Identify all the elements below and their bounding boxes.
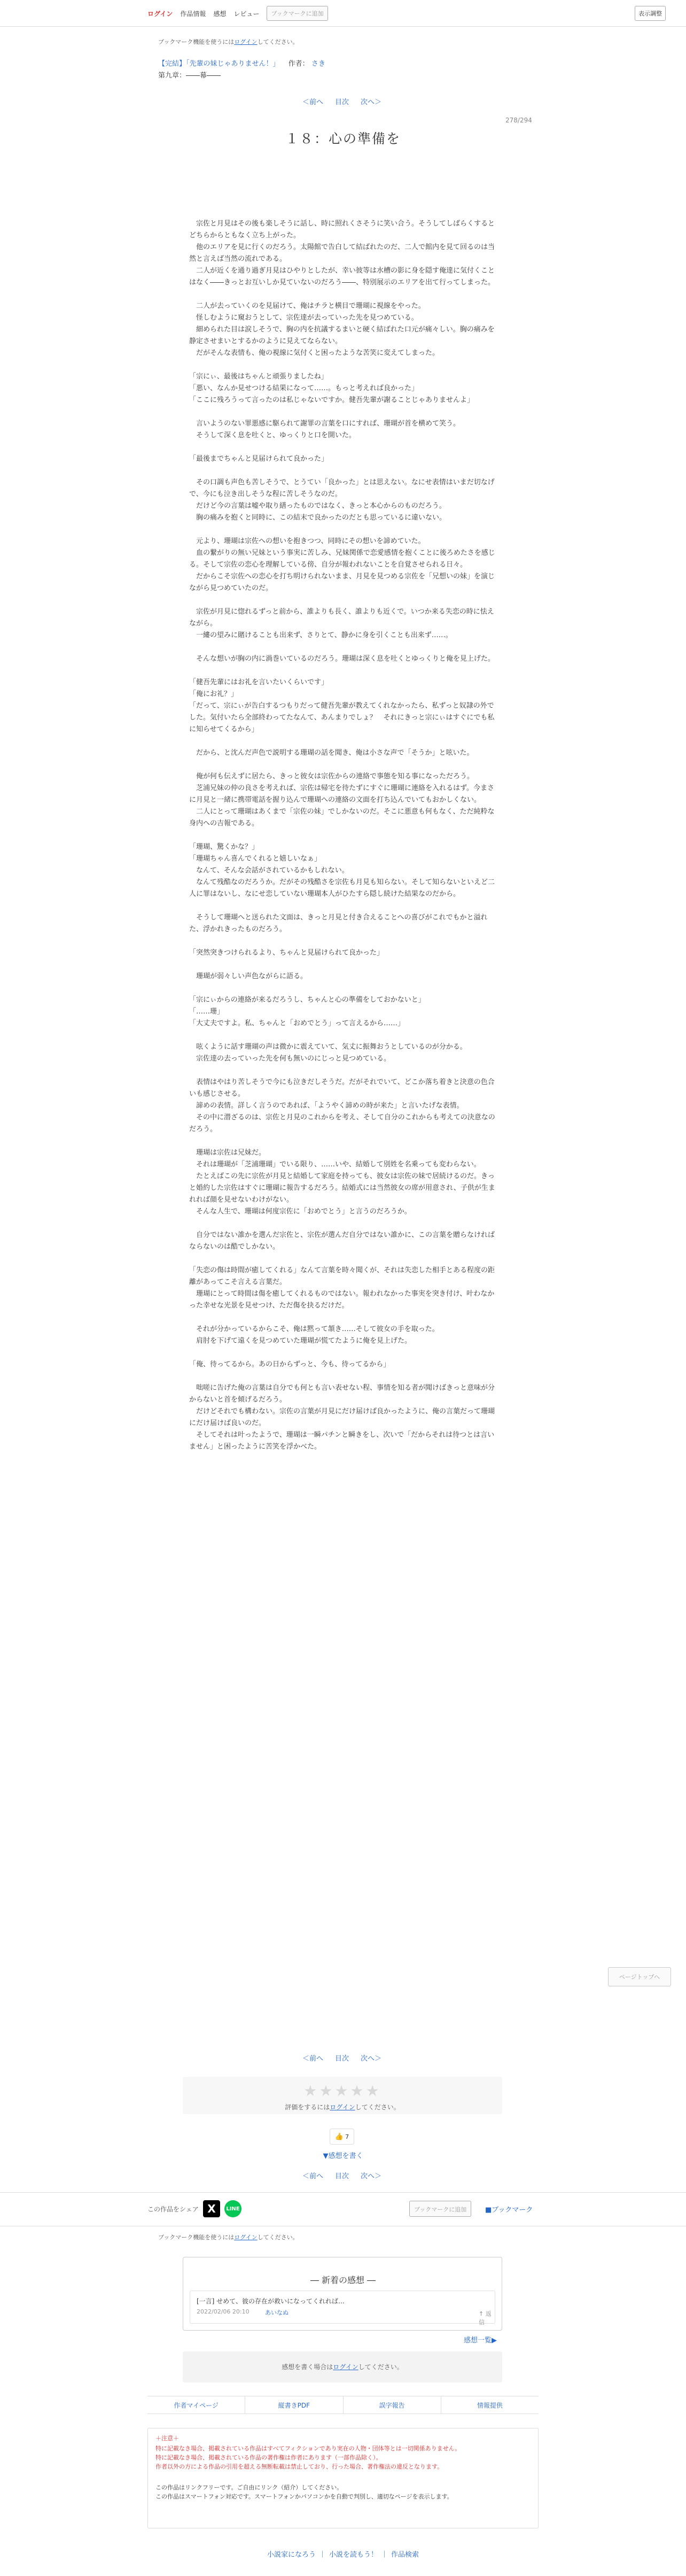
login-note-post-bottom: してください。 xyxy=(257,2234,299,2241)
body-paragraph: 二人が去っていくのを見届けて、俺はチラと横目で珊瑚に視線をやった。 xyxy=(189,302,425,310)
bookmark-link[interactable]: ■ブックマーク xyxy=(485,2206,533,2214)
kansou-item xyxy=(190,2291,495,2324)
next-link-bottom[interactable]: 次へ＞ xyxy=(361,2055,382,2063)
body-paragraph: 「突然突きつけられるより、ちゃんと見届けられて良かった」 xyxy=(189,949,384,957)
body-paragraph xyxy=(189,935,497,947)
prev-link-bottom-2[interactable]: ＜前へ xyxy=(302,2172,324,2180)
rating-login-link[interactable]: ログイン xyxy=(330,2103,355,2111)
body-paragraph: 一縷の望みに賭けることも出来ず、さりとて、静かに身を引くことも出来ず……。 xyxy=(189,631,453,639)
body-paragraph: だけどそれでも構わない。宗佐の言葉が月見にだけ届けば良かったように、俺の言葉だって珊瑚にだけ届けば良いのだ。 xyxy=(189,1407,495,1427)
body-paragraph xyxy=(189,406,497,418)
body-paragraph: 芝浦兄妹の仲の良さを考えれば、宗佐は帰宅を待たずにすぐに珊瑚に連絡を入れるはず。今まさに月見と一緒に携帯電話を握り込んで珊瑚への連絡の文面を打ち込んでいてもおかしくない。 xyxy=(189,784,494,804)
body-paragraph: 二人が近くを通り過ぎ月見はひやりとしたが、幸い彼等は水槽の影に身を隠す俺達に気付くことはなく――きっとお互いしか見ていないのだろう――、特別展示のエリアを出て行ってしまった。 xyxy=(189,267,495,287)
body-paragraph xyxy=(189,465,497,477)
author-link[interactable]: さき xyxy=(311,60,325,68)
body-paragraph: 「珊瑚ちゃん喜んでくれると嬉しいなぁ」 xyxy=(189,855,322,863)
notice-box xyxy=(147,2428,539,2528)
body-paragraph: 表情はやはり苦しそうで今にも泣きだしそうだ。だがそれでいて、どこか落ち着きと決意の色合いも感じさせる。 xyxy=(189,1078,495,1098)
nav-kansou[interactable]: 感想 xyxy=(213,10,227,18)
bookmark-add-button[interactable]: ブックマークに追加 xyxy=(267,6,328,21)
index-link[interactable]: 目次 xyxy=(335,98,349,106)
x-share-icon[interactable]: X xyxy=(203,2200,220,2217)
login-note-bottom xyxy=(158,2233,299,2241)
body-paragraph: 「宗にぃからの連絡が来るだろうし、ちゃんと心の準備をしておかないと」 xyxy=(189,996,425,1004)
body-paragraph xyxy=(189,759,497,771)
body-paragraph xyxy=(189,641,497,653)
body-paragraph: 珊瑚は宗佐は兄妹だ。 xyxy=(189,1149,266,1157)
pager-bottom xyxy=(302,2053,381,2063)
pager-top xyxy=(302,96,381,106)
body-paragraph xyxy=(189,1253,497,1265)
body-paragraph xyxy=(189,665,497,677)
body-paragraph: 「……珊」 xyxy=(189,1008,224,1016)
like-button[interactable] xyxy=(330,2129,354,2145)
kansou-reply-link[interactable]: ↑ 返信 xyxy=(479,2310,492,2326)
body-paragraph: 諦めの表情。詳しく言うのであれば、「ようやく諦めの時が来た」と言いたげな表情。 xyxy=(189,1102,464,1110)
body-paragraph: なんて、そんな会話がされているかもしれない。 xyxy=(189,867,349,875)
body-paragraph: だから、と沈んだ声色で説明する珊瑚の話を聞き、俺は小さな声で「そうか」と呟いた。 xyxy=(189,749,474,757)
body-paragraph: 咄嗟に告げた俺の言葉は自分でも何とも言い表せない程、事情を知る者が聞けばきっと意味が分からないと首を傾げるだろう。 xyxy=(189,1384,495,1404)
novel-body xyxy=(189,206,497,1453)
body-paragraph: 「悪い、なんか見せつける結果になって……。もっと考えれば良かった」 xyxy=(189,384,419,392)
rating-note xyxy=(183,2102,502,2111)
body-paragraph xyxy=(189,830,497,841)
login-link[interactable]: ログイン xyxy=(147,10,173,18)
body-paragraph: 自分ではない誰かを選んだ宗佐と、宗佐が選んだ自分ではない誰かに、この言葉を贈らなければならないのは酷でしかない。 xyxy=(189,1231,495,1251)
body-paragraph: 宗佐達の去っていった先を何も無いのにじっと見つめている。 xyxy=(189,1055,391,1063)
login-note-pre: ブックマーク機能を使うには xyxy=(158,38,235,45)
body-paragraph: 宗佐と月見はその後も楽しそうに話し、時に照れくさそうに笑い合う。そうしてしばらくするとどちらからともなく立ち上がった。 xyxy=(189,220,495,239)
login-note-link-bottom[interactable]: ログイン xyxy=(234,2234,258,2241)
body-paragraph xyxy=(189,736,497,747)
nav-review[interactable]: レビュー xyxy=(233,10,260,18)
body-paragraph: だがそんな表情も、俺の視線に気付くと困ったような苦笑に変えてしまった。 xyxy=(189,349,440,357)
body-paragraph: 呟くように話す珊瑚の声は微かに震えていて、気丈に振舞おうとしているのが分かる。 xyxy=(189,1043,467,1051)
body-paragraph xyxy=(189,1065,497,1077)
login-note-post: してください。 xyxy=(257,38,299,45)
body-paragraph: 「俺にお礼？」 xyxy=(189,690,238,698)
kansou-user-link[interactable]: あいなぬ xyxy=(265,2309,289,2316)
series-title-row xyxy=(158,58,325,68)
footer-link-narou[interactable]: 小説家になろう xyxy=(267,2551,316,2559)
episode-count: 278/294 xyxy=(505,117,532,124)
bookmark-add-button-bottom[interactable]: ブックマークに追加 xyxy=(409,2201,471,2217)
body-paragraph: なんて残酷なのだろうか。だがその残酷さを宗佐も月見も知らない。そして知らないといえど二人に罪はないし、なにせ恋していない珊瑚本人がひたすら隠し続けた結果なのだから。 xyxy=(189,878,495,898)
body-paragraph xyxy=(189,289,497,300)
rating-stars[interactable]: ★★★★★ xyxy=(303,2082,381,2100)
index-link-bottom[interactable]: 目次 xyxy=(335,2055,349,2063)
body-paragraph: その中に潜ざるのは、宗佐と月見のこれからを考え、そして自分のこれからも考えての決意なのだろう。 xyxy=(189,1113,495,1133)
body-paragraph: そんな人生で、珊瑚は何度宗佐に「おめでとう」と言うのだろうか。 xyxy=(189,1208,411,1216)
footer-link-search[interactable]: 作品検索 xyxy=(391,2551,419,2559)
view-setting-button[interactable]: 表示調整 xyxy=(635,6,666,21)
prev-link[interactable]: ＜前へ xyxy=(302,98,324,106)
top-nav xyxy=(147,5,328,22)
body-paragraph: 宗佐が月見に惚れるずっと前から、誰よりも長く、誰よりも近くで。いつか来る失恋の時に怯えながら。 xyxy=(189,608,494,628)
kansou-login-box xyxy=(183,2351,502,2382)
kansou-list-link[interactable]: 感想一覧▶ xyxy=(464,2337,497,2345)
rating-box xyxy=(183,2077,502,2114)
notice-line: 作者以外の方による作品の引用を超える無断転載は禁止しており、行った場合、著作権法の違反となります。 xyxy=(155,2463,443,2470)
body-paragraph xyxy=(189,900,497,912)
kansou-date: 2022/02/06 20:10 xyxy=(197,2308,250,2315)
write-kansou-link[interactable]: ▼感想を書く xyxy=(323,2152,363,2160)
series-title-link[interactable]: 【完結】「先輩の妹じゃありません！」 xyxy=(158,60,280,68)
body-paragraph xyxy=(189,524,497,536)
vertical-pdf-link[interactable]: 縦書きPDF xyxy=(245,2396,343,2413)
body-paragraph: 「ここに残ろうって言ったのは私じゃないですか。健吾先輩が謝ることじゃありませんよ」 xyxy=(189,396,474,404)
body-paragraph: それが分かっているからこそ、俺は黙って頷き……そして彼女の手を取った。 xyxy=(189,1325,439,1333)
episode-title: １８：心の準備を xyxy=(285,131,401,146)
nav-works[interactable]: 作品情報 xyxy=(180,10,206,18)
index-link-bottom-2[interactable]: 目次 xyxy=(335,2172,349,2180)
body-paragraph: 血の繋がりの無い兄妹という事実に苦しみ、兄妹関係で恋愛感情を抱くことに後ろめたさを感じる。そして宗佐の恋心を理解している傍、自分が報われないことを自覚させられる日々。 xyxy=(189,549,495,569)
share-row xyxy=(0,2192,686,2226)
pager-bottom-2 xyxy=(302,2170,381,2180)
body-paragraph xyxy=(189,983,497,994)
footer-link-yomou[interactable]: 小説を読もう！ xyxy=(329,2551,378,2559)
body-paragraph xyxy=(189,1371,497,1382)
notice-smartphone: この作品はスマートフォン対応です。スマートフォンかパソコンかを自動で判別し、適切なページを表示します。 xyxy=(155,2493,453,2500)
login-note xyxy=(158,37,299,46)
body-paragraph: 言いようのない罪悪感に駆られて謝罪の言葉を口にすれば、珊瑚が首を横めて笑う。 xyxy=(189,420,461,428)
body-paragraph: その口調も声色も苦しそうで、とうてい「良かった」とは思えない。なにせ表情はいまだ切なげで、今にも泣き出しそうな程に苦しそうなのだ。 xyxy=(189,478,495,498)
body-paragraph: 二人にとって珊瑚はあくまで「宗佐の妹」でしかないのだ。そこに悪意も何もなく、ただ純粋な身内への吉報である。 xyxy=(189,808,495,827)
body-paragraph: それは珊瑚が「芝浦珊瑚」でいる限り、……いや、結婚して別姓を名乗っても変わらない。 xyxy=(189,1161,481,1169)
body-paragraph: 「珊瑚、驚くかな？」 xyxy=(189,843,259,851)
info-provide-link[interactable]: 情報提供 xyxy=(477,2402,503,2409)
body-paragraph: だけど今の言葉は嘘や取り繕ったものではなく、きっと本心からのものだろう。 xyxy=(189,502,446,510)
kansou-login-pre: 感想を書く場合は xyxy=(282,2363,333,2371)
body-paragraph xyxy=(189,206,497,218)
body-paragraph xyxy=(189,1218,497,1229)
body-paragraph xyxy=(189,1135,497,1147)
notice-line: 特に記載なき場合、掲載されている作品の著作権は作者にあります（一部作品除く）。 xyxy=(155,2454,382,2461)
body-paragraph: 「健吾先輩にはお礼を言いたいくらいです」 xyxy=(189,678,329,686)
body-paragraph: 肩肘を下げて遠くを見つめていた珊瑚が慌てたように俺を見上げた。 xyxy=(189,1337,412,1345)
body-paragraph: そんな想いが胸の内に渦巻いているのだろう。珊瑚は深く息を吐くとゆっくりと俺を見上げた。 xyxy=(189,655,495,663)
body-paragraph xyxy=(189,442,497,453)
top-bar xyxy=(0,0,686,27)
kansou-login-link[interactable]: ログイン xyxy=(333,2363,358,2371)
login-note-link[interactable]: ログイン xyxy=(234,38,258,45)
body-paragraph: 「最後までちゃんと見届けられて良かった」 xyxy=(189,455,329,463)
body-paragraph: 「宗にぃ、最後はちゃんと頑張りましたね」 xyxy=(189,373,328,381)
thumbs-up-icon: 👍 xyxy=(334,2132,344,2141)
body-paragraph xyxy=(189,594,497,606)
share-label: この作品をシェア xyxy=(147,2206,199,2213)
body-paragraph: 「大丈夫ですよ。私、ちゃんと「おめでとう」って言えるから……」 xyxy=(189,1019,405,1027)
author-mypage-link[interactable]: 作者マイページ xyxy=(147,2396,245,2413)
rating-note-pre: 評価をするには xyxy=(285,2103,330,2111)
kansou-text: [一言] せめて、彼の存在が救いになってくれれば… xyxy=(197,2297,345,2305)
kansou-box xyxy=(183,2257,502,2331)
body-paragraph: 細められた目は涙しそうで、胸の内を抗議するまいと硬く結ばれた口元が痛々しい。胸の痛みを静定させまいとするかのように見えてならない。 xyxy=(189,326,495,345)
like-count: 7 xyxy=(345,2133,349,2140)
body-paragraph: 珊瑚が弱々しい声色ながらに語る。 xyxy=(189,972,308,980)
rating-note-post: してください。 xyxy=(355,2103,400,2111)
body-paragraph: 胸の痛みを抱くと同時に、この結末で良かったのだとも思っているに違いない。 xyxy=(189,514,447,522)
body-paragraph xyxy=(189,1030,497,1041)
chapter-label: 第九章：――幕―― xyxy=(158,72,221,80)
body-paragraph xyxy=(189,1312,497,1324)
info-links-row xyxy=(147,2396,539,2414)
body-paragraph: たとえばこの先に宗佐が月見と結婚して家庭を持っても、彼女は宗佐の妹で居続けるのだ。きっと婚約した宗佐はすぐに珊瑚に報告するだろう。結婚式には当然彼女の席が用意され、子供が生まれれば顔を見せないわけがない。 xyxy=(189,1172,495,1204)
body-paragraph: そしてそれは叶ったようで、珊瑚は一瞬パチンと瞬きをし、次いで「だからそれは待つとは言いません」と困ったように苦笑を浮かべた。 xyxy=(189,1431,495,1451)
footer-links: 小説家になろう ｜ 小説を読もう！ ｜ 作品検索 xyxy=(267,2551,419,2559)
body-paragraph: 他のエリアを見に行くのだろう。太陽館で告白して結ばれたのだ、二人で館内を見て回るのは当然と言えば当然の流れである。 xyxy=(189,243,495,263)
login-note-pre-bottom: ブックマーク機能を使うには xyxy=(158,2234,235,2241)
notice-title: ＋注意＋ xyxy=(155,2435,179,2442)
body-paragraph: 「だって、宗にぃが告白するつもりだって健吾先輩が教えてくれなかったら、私ずっと奴隷の外でした。気付いたら全部終わってたなんて、あんまりでしょ？ それにきっと宗にぃはすぐにでも私に知らせてくるから」 xyxy=(189,702,495,733)
body-paragraph: 「俺、待ってるから。あの日からずっと、今も、待ってるから」 xyxy=(189,1360,391,1368)
notice-line: 特に記載なき場合、掲載されている作品はすべてフィクションであり実在の人物・団体等とは一切関係ありません。 xyxy=(155,2445,461,2452)
body-paragraph: 俺が何も伝えずに居たら、きっと彼女は宗佐からの連絡で事態を知る事になっただろう。 xyxy=(189,772,474,780)
body-paragraph: そうして深く息を吐くと、ゆっくりと口を開いた。 xyxy=(189,431,356,439)
body-paragraph: 「失恋の傷は時間が癒してくれる」なんて言葉を時々聞くが、それは失恋した相手とある程度の距離があってこそ言える言葉だ。 xyxy=(189,1266,495,1286)
body-paragraph: 怪しむように窺おうとして、宗佐達が去っていった先を見つめている。 xyxy=(189,314,418,322)
prev-link-bottom[interactable]: ＜前へ xyxy=(302,2055,324,2063)
next-link[interactable]: 次へ＞ xyxy=(361,98,382,106)
body-paragraph: 元より、珊瑚は宗佐への想いを抱きつつ、同時にその想いを諦めていた。 xyxy=(189,537,425,545)
next-link-bottom-2[interactable]: 次へ＞ xyxy=(361,2172,382,2180)
kansou-heading: ― 新着の感想 ― xyxy=(310,2275,376,2285)
line-share-icon[interactable]: LINE xyxy=(224,2200,241,2217)
body-paragraph: だからこそ宗佐への恋心を打ち明けられないまま、月見を見つめる宗佐を「兄想いの妹」を演じながら見つめていたのだ。 xyxy=(189,573,495,592)
body-paragraph xyxy=(189,959,497,971)
page-top-button[interactable]: ページトップへ xyxy=(608,1967,671,1986)
kansou-login-post: してください。 xyxy=(358,2363,403,2371)
body-paragraph: そうして珊瑚へと送られた文面は、きっと月見と付き合えることへの喜びがこれでもかと溢れた、浮かれきったものだろう。 xyxy=(189,914,488,933)
body-paragraph xyxy=(189,1347,497,1359)
typo-report-link[interactable]: 誤字報告 xyxy=(344,2396,441,2413)
body-paragraph xyxy=(189,359,497,371)
author-label: 作者： xyxy=(288,60,309,68)
notice-link-free: この作品はリンクフリーです。ご自由にリンク（紹介）してください。 xyxy=(155,2484,343,2491)
body-paragraph: 珊瑚にとって時間は傷を癒してくれるものではない。報われなかった事実を突き付け、叶わなかった幸せな光景を見せつけ、ただ傷を抉るだけだ。 xyxy=(189,1290,495,1310)
